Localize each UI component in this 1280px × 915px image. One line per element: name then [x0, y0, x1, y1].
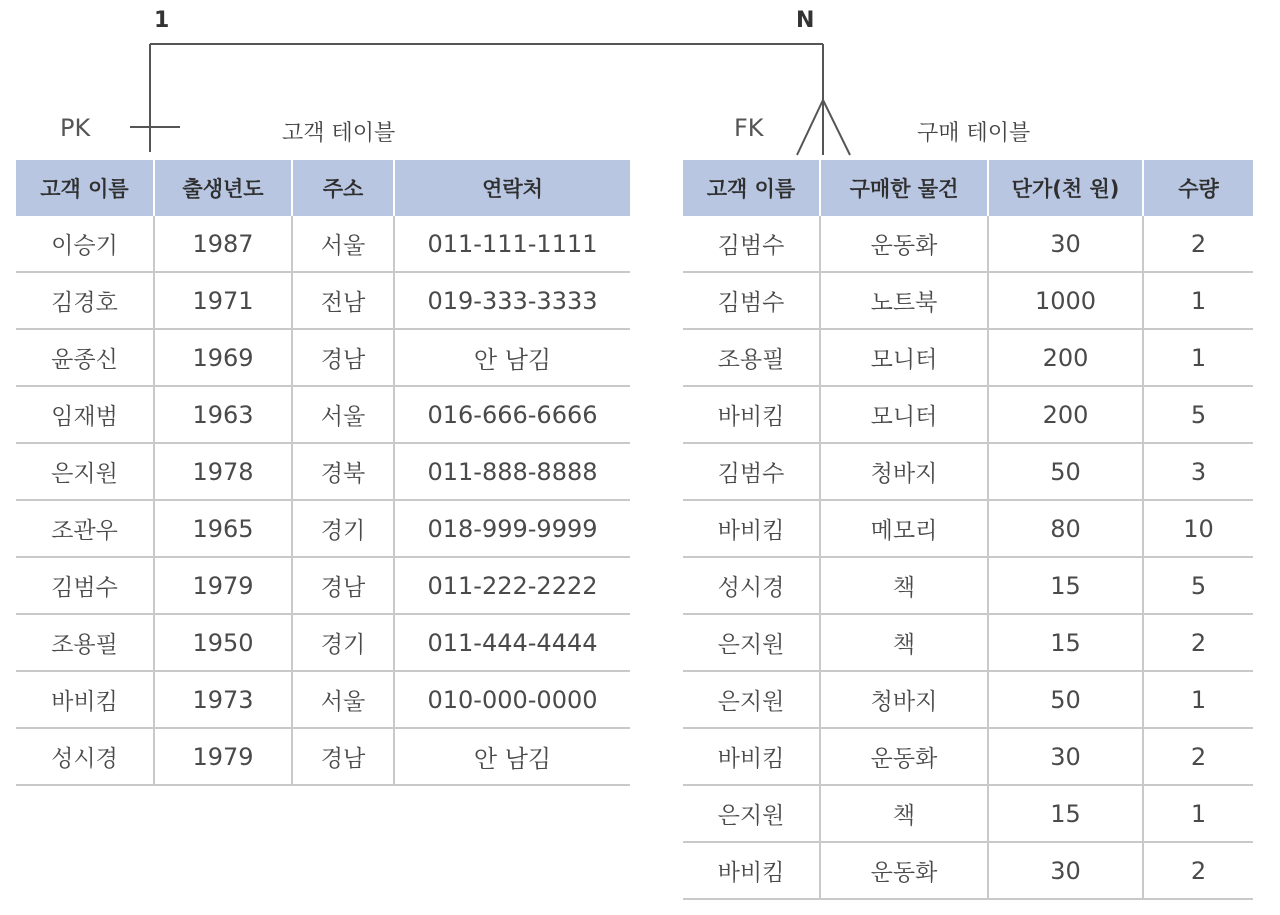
- table-cell: 조용필: [683, 329, 820, 386]
- table-cell: 모니터: [820, 386, 988, 443]
- crowfoot-right-prong: [823, 100, 850, 155]
- customer-row: [16, 671, 630, 728]
- purchase-table-body: [683, 216, 1253, 899]
- fk-label: FK: [734, 114, 764, 142]
- table-cell: 안 남김: [394, 329, 630, 386]
- table-cell: 이승기: [16, 216, 154, 272]
- table-cell: 018-999-9999: [394, 500, 630, 557]
- table-cell: 바비킴: [683, 842, 820, 899]
- table-cell: 1987: [154, 216, 292, 272]
- table-cell: 바비킴: [683, 500, 820, 557]
- cardinality-many-label: N: [796, 8, 815, 33]
- table-cell: 019-333-3333: [394, 272, 630, 329]
- table-cell: 5: [1143, 386, 1253, 443]
- table-cell: 전남: [292, 272, 394, 329]
- table-cell: 30: [988, 216, 1143, 272]
- customer-table-body: [16, 216, 630, 785]
- customer-table: [16, 160, 630, 786]
- table-cell: 30: [988, 728, 1143, 785]
- column-header: 구매한 물건: [820, 160, 988, 216]
- customer-header-row: [16, 160, 630, 216]
- customer-row: [16, 272, 630, 329]
- table-cell: 경기: [292, 614, 394, 671]
- column-header: 단가(천 원): [988, 160, 1143, 216]
- table-cell: 경남: [292, 557, 394, 614]
- purchase-row: [683, 443, 1253, 500]
- customer-table-title: 고객 테이블: [282, 121, 396, 146]
- table-cell: 50: [988, 671, 1143, 728]
- column-header: 출생년도: [154, 160, 292, 216]
- table-cell: 1000: [988, 272, 1143, 329]
- table-cell: 2: [1143, 728, 1253, 785]
- table-cell: 경남: [292, 329, 394, 386]
- table-cell: 3: [1143, 443, 1253, 500]
- purchase-row: [683, 386, 1253, 443]
- table-cell: 1963: [154, 386, 292, 443]
- table-cell: 모니터: [820, 329, 988, 386]
- table-cell: 011-888-8888: [394, 443, 630, 500]
- table-cell: 016-666-6666: [394, 386, 630, 443]
- table-cell: 200: [988, 329, 1143, 386]
- column-header: 주소: [292, 160, 394, 216]
- table-cell: 1: [1143, 329, 1253, 386]
- table-cell: 운동화: [820, 728, 988, 785]
- table-cell: 책: [820, 614, 988, 671]
- table-cell: 1971: [154, 272, 292, 329]
- purchase-table-title: 구매 테이블: [917, 121, 1031, 146]
- column-header: 연락처: [394, 160, 630, 216]
- customer-row: [16, 614, 630, 671]
- table-cell: 조용필: [16, 614, 154, 671]
- purchase-row: [683, 329, 1253, 386]
- purchase-header-row: [683, 160, 1253, 216]
- table-cell: 1978: [154, 443, 292, 500]
- table-cell: 조관우: [16, 500, 154, 557]
- table-cell: 1: [1143, 272, 1253, 329]
- table-cell: 메모리: [820, 500, 988, 557]
- purchase-table: [683, 160, 1253, 900]
- table-cell: 윤종신: [16, 329, 154, 386]
- table-cell: 은지원: [16, 443, 154, 500]
- table-cell: 김경호: [16, 272, 154, 329]
- table-cell: 바비킴: [683, 386, 820, 443]
- table-cell: 성시경: [683, 557, 820, 614]
- customer-row: [16, 329, 630, 386]
- purchase-row: [683, 272, 1253, 329]
- customer-row: [16, 728, 630, 785]
- table-cell: 1: [1143, 671, 1253, 728]
- table-cell: 15: [988, 785, 1143, 842]
- column-header: 고객 이름: [683, 160, 820, 216]
- table-cell: 1979: [154, 557, 292, 614]
- purchase-row: [683, 500, 1253, 557]
- purchase-row: [683, 728, 1253, 785]
- table-cell: 운동화: [820, 216, 988, 272]
- table-cell: 바비킴: [16, 671, 154, 728]
- table-cell: 2: [1143, 614, 1253, 671]
- table-cell: 김범수: [16, 557, 154, 614]
- purchase-row: [683, 216, 1253, 272]
- customer-row: [16, 500, 630, 557]
- table-cell: 서울: [292, 386, 394, 443]
- table-cell: 책: [820, 785, 988, 842]
- table-cell: 운동화: [820, 842, 988, 899]
- table-cell: 50: [988, 443, 1143, 500]
- table-cell: 김범수: [683, 443, 820, 500]
- table-cell: 011-444-4444: [394, 614, 630, 671]
- purchase-row: [683, 842, 1253, 899]
- crowfoot-left-prong: [797, 100, 823, 155]
- table-cell: 15: [988, 557, 1143, 614]
- table-cell: 경남: [292, 728, 394, 785]
- purchase-row: [683, 785, 1253, 842]
- table-cell: 80: [988, 500, 1143, 557]
- table-cell: 김범수: [683, 272, 820, 329]
- table-cell: 서울: [292, 671, 394, 728]
- customer-row: [16, 557, 630, 614]
- table-cell: 1979: [154, 728, 292, 785]
- table-cell: 2: [1143, 216, 1253, 272]
- table-cell: 책: [820, 557, 988, 614]
- column-header: 수량: [1143, 160, 1253, 216]
- table-cell: 은지원: [683, 785, 820, 842]
- table-cell: 011-111-1111: [394, 216, 630, 272]
- table-cell: 은지원: [683, 614, 820, 671]
- table-cell: 임재범: [16, 386, 154, 443]
- column-header: 고객 이름: [16, 160, 154, 216]
- customer-row: [16, 443, 630, 500]
- purchase-row: [683, 614, 1253, 671]
- customer-row: [16, 386, 630, 443]
- table-cell: 010-000-0000: [394, 671, 630, 728]
- table-cell: 1969: [154, 329, 292, 386]
- table-cell: 김범수: [683, 216, 820, 272]
- pk-label: PK: [60, 114, 91, 142]
- table-cell: 10: [1143, 500, 1253, 557]
- table-cell: 청바지: [820, 671, 988, 728]
- table-cell: 011-222-2222: [394, 557, 630, 614]
- table-cell: 5: [1143, 557, 1253, 614]
- table-cell: 1950: [154, 614, 292, 671]
- table-cell: 노트북: [820, 272, 988, 329]
- table-cell: 200: [988, 386, 1143, 443]
- cardinality-one-label: 1: [154, 8, 170, 33]
- purchase-row: [683, 557, 1253, 614]
- table-cell: 1973: [154, 671, 292, 728]
- table-cell: 바비킴: [683, 728, 820, 785]
- table-cell: 1: [1143, 785, 1253, 842]
- table-cell: 15: [988, 614, 1143, 671]
- table-cell: 경기: [292, 500, 394, 557]
- table-cell: 서울: [292, 216, 394, 272]
- table-cell: 안 남김: [394, 728, 630, 785]
- table-cell: 30: [988, 842, 1143, 899]
- customer-row: [16, 216, 630, 272]
- table-cell: 성시경: [16, 728, 154, 785]
- table-cell: 은지원: [683, 671, 820, 728]
- table-cell: 1965: [154, 500, 292, 557]
- table-cell: 청바지: [820, 443, 988, 500]
- table-cell: 2: [1143, 842, 1253, 899]
- table-cell: 경북: [292, 443, 394, 500]
- purchase-row: [683, 671, 1253, 728]
